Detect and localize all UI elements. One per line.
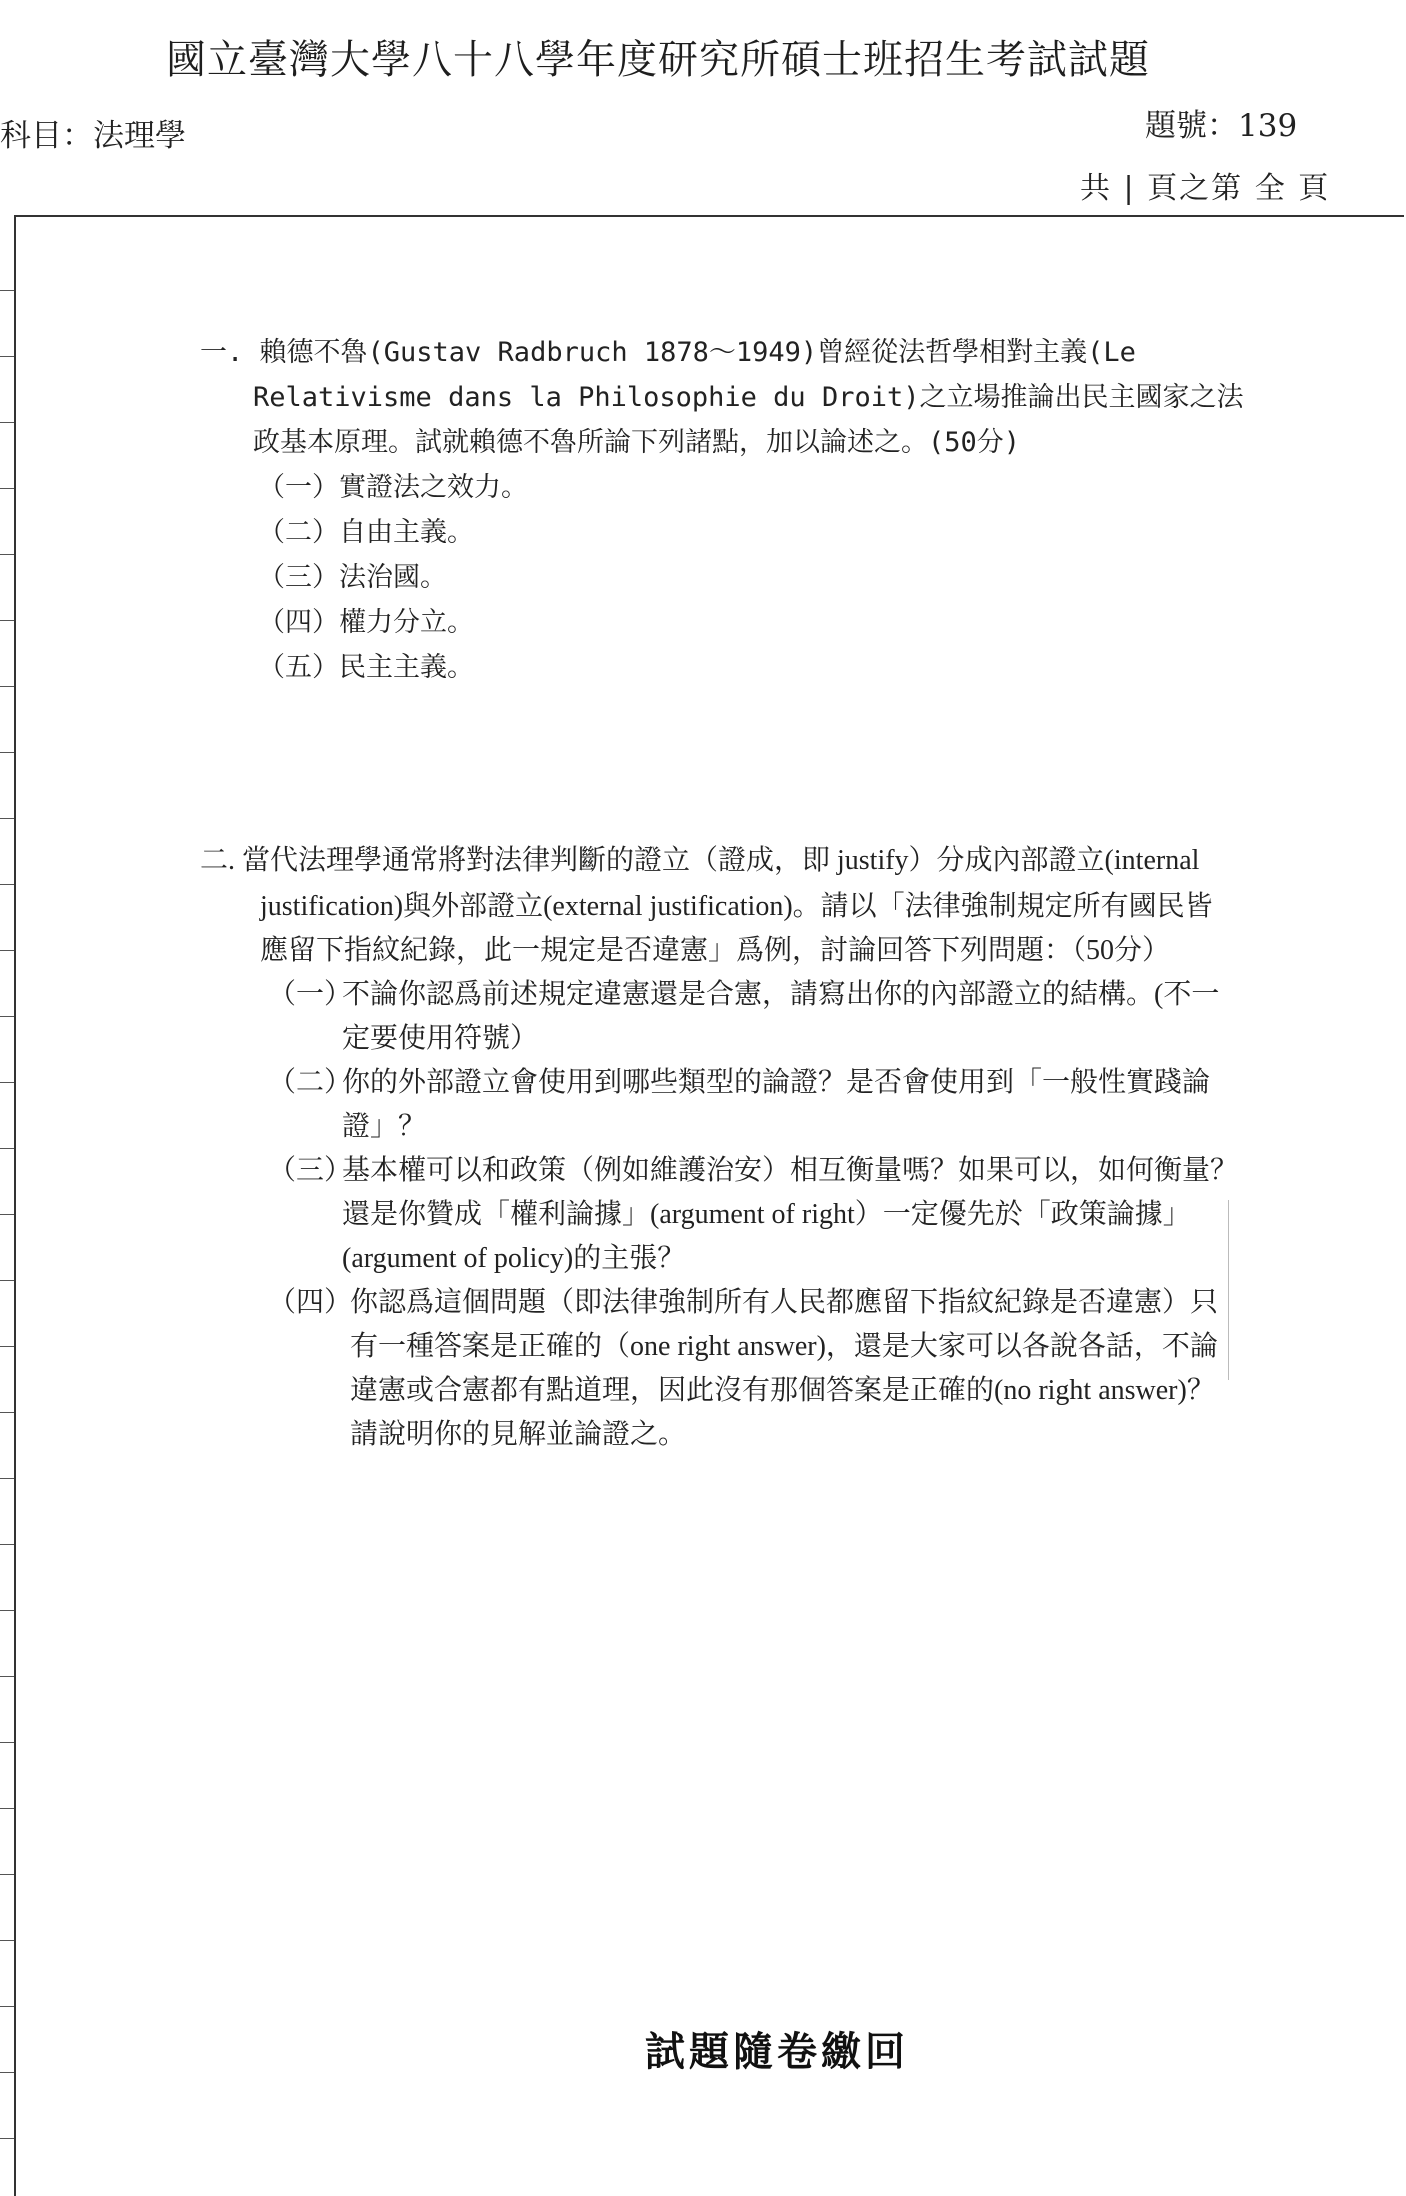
question-2-item-line: 你的外部證立會使用到哪些類型的論證？是否會使用到「一般性實踐論 [342, 1067, 1211, 1098]
margin-tick [0, 1478, 14, 1479]
margin-tick [0, 818, 14, 819]
margin-tick [0, 1412, 14, 1413]
margin-tick [0, 752, 14, 753]
question-2-item-line: 不論你認爲前述規定違憲還是合憲，請寫出你的內部證立的結構。(不一 [342, 979, 1220, 1010]
question-2-line-3: 應留下指紋紀錄，此一規定是否違憲」爲例，討論回答下列問題：（50分） [260, 935, 1171, 966]
question-2-item-label: （二） [268, 1067, 353, 1098]
question-2-item-line: 定要使用符號） [342, 1023, 539, 1054]
question-1-item: （二）自由主義。 [258, 517, 474, 548]
margin-tick [0, 1874, 14, 1875]
question-1-item: （一）實證法之效力。 [258, 472, 528, 503]
question-1-item: （四）權力分立。 [258, 607, 474, 638]
question-2-item-line: 請說明你的見解並論證之。 [350, 1419, 687, 1450]
question-2-item-line: 還是你贊成「權利論據」(argument of right）一定優先於「政策論據」 [342, 1199, 1191, 1230]
margin-tick [0, 1280, 14, 1281]
question-2-item-line: 基本權可以和政策（例如維護治安）相互衡量嗎？如果可以，如何衡量？ [342, 1155, 1239, 1186]
subject-label: 科目：法理學 [0, 118, 186, 154]
margin-tick [0, 1940, 14, 1941]
question-1-line-1: 一. 賴德不魯(Gustav Radbruch 1878～1949)曾經從法哲學相對主義(Le [200, 337, 1136, 368]
margin-tick [0, 1346, 14, 1347]
margin-tick [0, 290, 14, 291]
margin-tick [0, 1610, 14, 1611]
margin-tick [0, 686, 14, 687]
question-2-item-label: （四） [268, 1287, 353, 1318]
margin-tick [0, 356, 14, 357]
margin-tick [0, 1742, 14, 1743]
scan-line [1228, 1200, 1229, 1380]
margin-tick [0, 2138, 14, 2139]
question-1-line-2: Relativisme dans la Philosophie du Droit)之立場推論出民主國家之法 [253, 382, 1244, 413]
margin-tick [0, 1148, 14, 1149]
question-1-item: （五）民主主義。 [258, 652, 474, 683]
question-1-item: （三）法治國。 [258, 562, 447, 593]
margin-tick [0, 620, 14, 621]
margin-tick [0, 1214, 14, 1215]
margin-tick [0, 1808, 14, 1809]
question-1-line-3: 政基本原理。試就賴德不魯所論下列諸點，加以論述之。(50分) [253, 427, 1021, 458]
question-2-item-line: 你認爲這個問題（即法律強制所有人民都應留下指紋紀錄是否違憲）只 [350, 1287, 1219, 1318]
margin-tick [0, 1016, 14, 1017]
question-2-item-label: （三） [268, 1155, 353, 1186]
margin-tick [0, 2006, 14, 2007]
question-2-line-1: 二. 當代法理學通常將對法律判斷的證立（證成，即 justify）分成內部證立(internal [200, 845, 1200, 876]
margin-tick [0, 1082, 14, 1083]
question-2-item-line: 有一種答案是正確的（one right answer)，還是大家可以各說各話，不論 [350, 1331, 1218, 1362]
margin-tick [0, 554, 14, 555]
question-2-item-label: （一） [268, 979, 353, 1010]
margin-tick [0, 1544, 14, 1545]
question-number: 題號：139 [1145, 108, 1298, 144]
question-2-item-line: 違憲或合憲都有點道理，因此沒有那個答案是正確的(no right answer)？ [350, 1375, 1215, 1406]
margin-tick [0, 950, 14, 951]
margin-tick [0, 2072, 14, 2073]
question-2-item-line: (argument of policy)的主張？ [342, 1243, 686, 1274]
question-2-line-2: justification)與外部證立(external justification)。請以「法律強制規定所有國民皆 [260, 891, 1213, 922]
question-2-item-line: 證」？ [342, 1111, 427, 1142]
margin-tick [0, 488, 14, 489]
margin-tick [0, 1676, 14, 1677]
page-count: 共 | 頁之第 全 頁 [1080, 171, 1331, 206]
return-stamp: 試題隨卷繳回 [645, 2028, 909, 2075]
exam-title: 國立臺灣大學八十八學年度研究所碩士班招生考試試題 [166, 37, 1150, 83]
margin-tick [0, 884, 14, 885]
margin-tick [0, 422, 14, 423]
